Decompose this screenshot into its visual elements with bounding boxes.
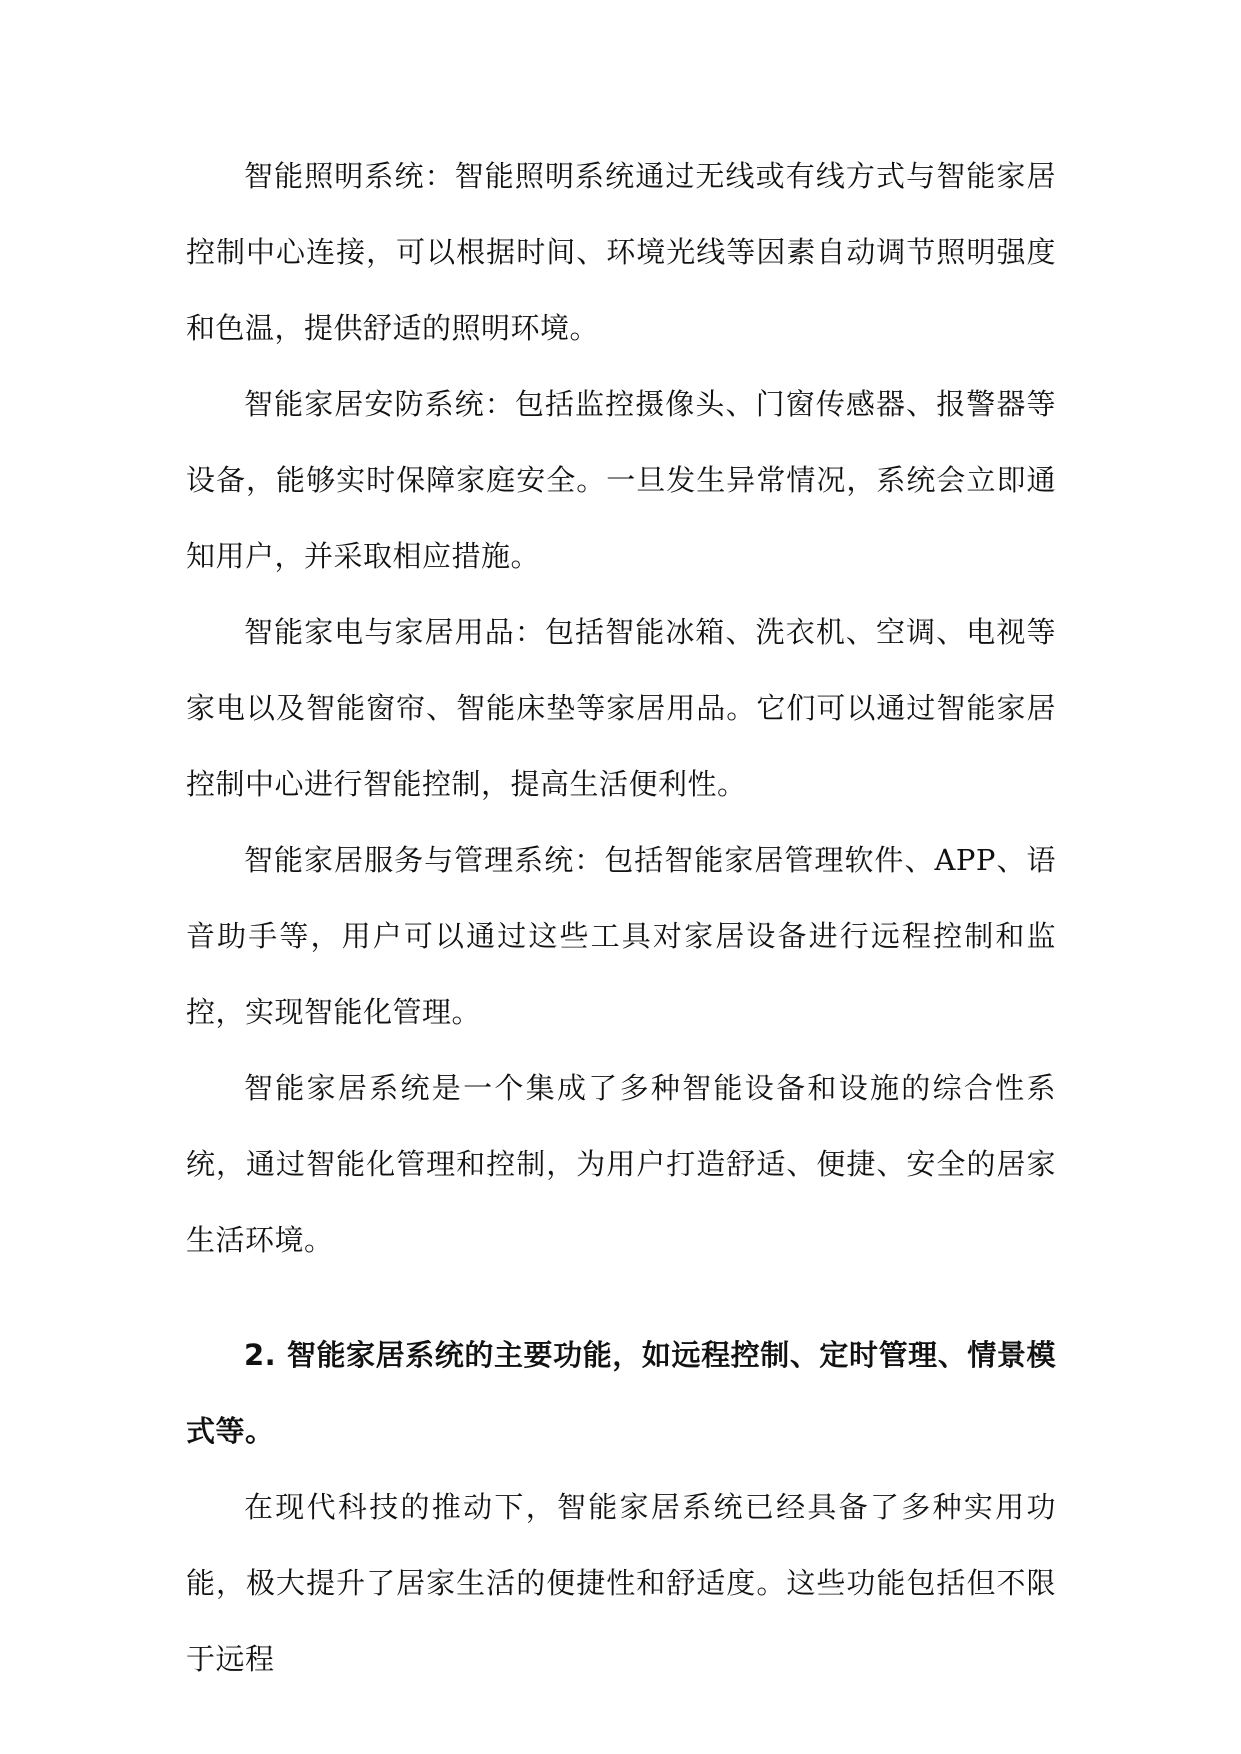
paragraph-service-management: 智能家居服务与管理系统：包括智能家居管理软件、APP、语音助手等，用户可以通过这些工具对家居设备进行远程控制和监控，实现智能化管理。 [186, 843, 1056, 1029]
section-heading: 2. 智能家居系统的主要功能，如远程控制、定时管理、情景模式等。 [186, 1338, 1056, 1448]
paragraph-system-summary: 智能家居系统是一个集成了多种智能设备和设施的综合性系统，通过智能化管理和控制，为用户打造舒适、便捷、安全的居家生活环境。 [186, 1071, 1056, 1257]
document-body [186, 138, 1056, 1697]
paragraph-security-system: 智能家居安防系统：包括监控摄像头、门窗传感器、报警器等设备，能够实时保障家庭安全。一旦发生异常情况，系统会立即通知用户，并采取相应措施。 [186, 387, 1056, 573]
paragraph-appliances: 智能家电与家居用品：包括智能冰箱、洗衣机、空调、电视等家电以及智能窗帘、智能床垫等家居用品。它们可以通过智能家居控制中心进行智能控制，提高生活便利性。 [186, 615, 1056, 801]
paragraph-main-functions-intro: 在现代科技的推动下，智能家居系统已经具备了多种实用功能，极大提升了居家生活的便捷性和舒适度。这些功能包括但不限于远程 [186, 1490, 1056, 1676]
paragraph-lighting-system: 智能照明系统：智能照明系统通过无线或有线方式与智能家居控制中心连接，可以根据时间、环境光线等因素自动调节照明强度和色温，提供舒适的照明环境。 [186, 159, 1056, 345]
